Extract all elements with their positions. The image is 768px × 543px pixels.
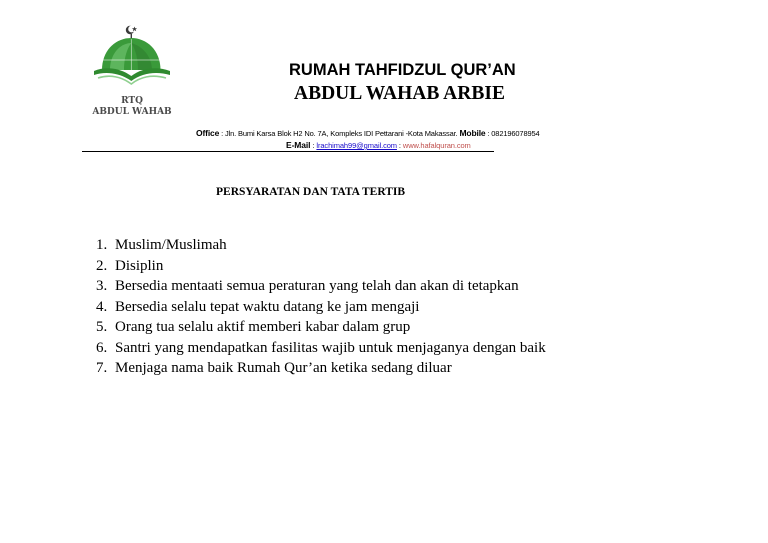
mobile-number: : 082196078954 <box>487 129 540 138</box>
list-number: 2. <box>96 257 108 274</box>
list-number: 5. <box>96 319 108 335</box>
institution-subtitle: ABDUL WAHAB ARBIE <box>294 83 505 104</box>
mobile-label: Mobile <box>459 128 486 138</box>
email-contact-line <box>286 140 471 150</box>
logo-text-rtq: RTQ <box>121 96 143 106</box>
list-text: Disiplin <box>115 257 164 274</box>
list-item <box>96 358 546 379</box>
list-text: Santri yang mendapatkan fasilitas wajib untuk menjaganya dengan baik <box>115 339 546 356</box>
list-item <box>96 338 546 359</box>
list-item <box>96 297 546 318</box>
email-separator: : <box>312 141 315 150</box>
list-number: 1. <box>96 237 108 253</box>
rtq-logo <box>90 22 174 122</box>
list-number: 3. <box>96 278 108 294</box>
website-link[interactable]: www.hafalquran.com <box>402 141 471 150</box>
list-number: 4. <box>96 298 108 315</box>
mosque-dome-open-book-icon <box>90 22 174 94</box>
requirements-list <box>96 235 546 379</box>
list-number: 7. <box>96 360 108 376</box>
logo-text-name: ABDUL WAHAB <box>92 107 172 117</box>
list-item <box>96 235 546 256</box>
institution-title: RUMAH TAHFIDZUL QUR’AN <box>289 61 516 79</box>
list-text: Menjaga nama baik Rumah Qur’an ketika sedang diluar <box>115 360 452 376</box>
list-item <box>96 317 546 338</box>
email-link[interactable]: lrachimah99@gmail.com <box>316 141 397 150</box>
list-text: Orang tua selalu aktif memberi kabar dalam grup <box>115 319 411 335</box>
section-title: PERSYARATAN DAN TATA TERTIB <box>216 186 406 198</box>
list-number: 6. <box>96 339 108 356</box>
web-separator: : <box>398 141 401 150</box>
list-text: Muslim/Muslimah <box>115 237 227 253</box>
list-item <box>96 256 546 277</box>
header-divider <box>82 151 494 152</box>
list-text: Bersedia selalu tepat waktu datang ke jam mengaji <box>115 298 420 315</box>
office-label: Office <box>196 128 220 138</box>
list-item <box>96 276 546 297</box>
office-address: : Jln. Bumi Karsa Blok H2 No. 7A, Kompleks IDI Pettarani -Kota Makassar. <box>221 129 458 138</box>
list-text: Bersedia mentaati semua peraturan yang telah dan akan di tetapkan <box>115 278 519 294</box>
office-contact-line <box>196 128 540 138</box>
email-label: E-Mail <box>286 140 311 150</box>
